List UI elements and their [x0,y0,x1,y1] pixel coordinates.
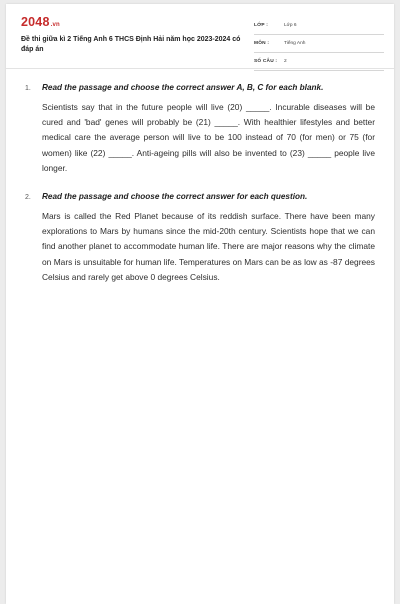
meta-value: 2 [284,59,287,64]
meta-value: Tiếng Anh [284,41,306,46]
document-title: Đề thi giữa kì 2 Tiếng Anh 6 THCS Định Hải năm học 2023-2024 có đáp án [21,36,241,53]
question-header [25,83,375,92]
meta-info-block [254,17,384,71]
question-instruction: Read the passage and choose the correct answer for each question. [42,192,308,202]
logo-suffix: .vn [50,22,60,28]
meta-row-subject [254,35,384,53]
question-header [25,192,375,201]
document-page [6,4,394,604]
meta-row-class [254,17,384,35]
meta-label: LỚP : [254,23,269,28]
question-number: 2. [25,194,31,202]
meta-row-question-count [254,53,384,71]
document-content [6,69,394,285]
document-header [6,4,394,69]
question-instruction: Read the passage and choose the correct answer A, B, C for each blank. [42,83,324,92]
question-2 [25,192,375,285]
site-logo[interactable] [21,15,60,29]
meta-value: Lớp 6 [284,23,297,28]
question-passage: Mars is called the Red Planet because of its reddish surface. There have been many explorations to Mars by humans since the mid-20th century. Scientists hope that we can find another planet to accommodate human life. There are major reasons why the climate on Mars is unsuitable for human life. Temperatures on Mars can be as low as -87 degrees Celsius and rarely get above 0 degrees Celsius. [42,211,375,282]
question-1 [25,83,375,176]
logo-text: 2048 [21,15,50,29]
question-passage: Scientists say that in the future people will live (20) _____. Incurable diseases will be cured and 'bad' genes will probably be (21) _____. With healthier lifestyles and better medical care the average person will live to be 100 instead of 70 (for men) or 75 (for women) like (22) _____. Anti-ageing pills will also be invented to (23) _____ people live longer. [42,102,375,173]
meta-label: SỐ CÂU : [254,59,278,64]
meta-label: MÔN : [254,41,270,46]
question-number: 1. [25,85,31,92]
